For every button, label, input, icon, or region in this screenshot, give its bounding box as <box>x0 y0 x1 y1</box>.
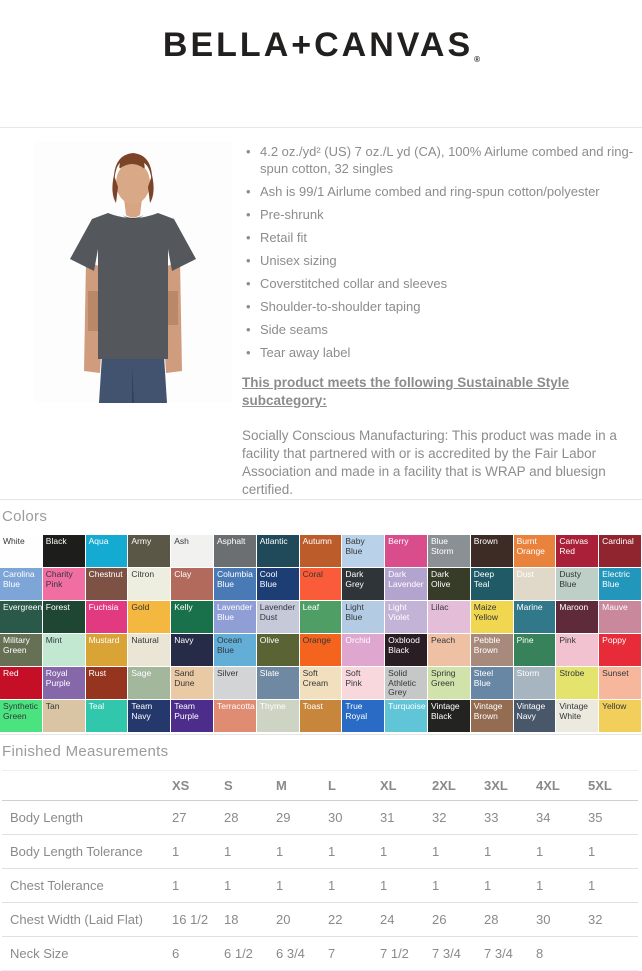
measurement-value: 26 <box>430 903 482 937</box>
measurement-row-label: Body Length <box>2 801 170 835</box>
color-swatch-label: Red <box>3 668 19 678</box>
color-swatch-label: Teal <box>88 701 105 711</box>
color-swatch <box>556 634 598 666</box>
header <box>0 0 642 128</box>
color-swatch-label: Coral <box>302 569 323 579</box>
color-swatch <box>257 568 299 600</box>
measurement-value: 18 <box>222 903 274 937</box>
color-swatch <box>43 667 85 699</box>
product-overview-section <box>0 128 642 499</box>
color-swatch <box>214 535 256 567</box>
color-swatch <box>471 700 513 732</box>
color-grid <box>0 535 642 732</box>
color-swatch <box>86 601 128 633</box>
color-swatch <box>428 700 470 732</box>
measurements-section-title: Finished Measurements <box>2 743 169 760</box>
color-swatch <box>342 634 384 666</box>
color-swatch <box>257 700 299 732</box>
measurement-row-label: Chest Width (Laid Flat) <box>2 903 170 937</box>
measurement-row <box>2 937 638 971</box>
measurement-value: 6 3/4 <box>274 937 326 971</box>
measurement-value: 16 1/2 <box>170 903 222 937</box>
color-swatch-label: Turquoise <box>388 701 426 711</box>
measurement-value: 1 <box>222 869 274 903</box>
color-swatch-label: Royal Purple <box>45 668 71 688</box>
color-swatch-label: Electric Blue <box>602 569 631 589</box>
measurement-value: 7 3/4 <box>482 937 534 971</box>
color-swatch <box>86 667 128 699</box>
color-swatch <box>86 634 128 666</box>
color-swatch-label: Aqua <box>88 536 109 546</box>
product-bullet: • 4.2 oz./yd² (US) 7 oz./L yd (CA), 100% Airlume combed and ring-spun cotton, 32 singles <box>242 143 640 177</box>
color-swatch-label: Clay <box>174 569 192 579</box>
measurement-value: 8 <box>534 937 586 971</box>
color-swatch <box>300 700 342 732</box>
measurement-value: 31 <box>378 801 430 835</box>
color-swatch <box>171 700 213 732</box>
color-swatch-label: Mint <box>45 635 62 645</box>
product-photo <box>34 141 232 403</box>
measurement-value: 7 3/4 <box>430 937 482 971</box>
measurement-value: 32 <box>586 903 638 937</box>
measurement-value: 1 <box>274 835 326 869</box>
measurement-value: 28 <box>482 903 534 937</box>
color-swatch <box>556 601 598 633</box>
color-swatch <box>0 667 42 699</box>
color-swatch-label: Blue Storm <box>430 536 454 556</box>
color-swatch <box>385 700 427 732</box>
color-swatch-label: Maize Yellow <box>473 602 499 622</box>
measurement-value: 34 <box>534 801 586 835</box>
color-swatch-label: Synthetic Green <box>3 701 38 721</box>
colors-section-title: Colors <box>2 508 48 525</box>
color-swatch-label: Team Navy <box>131 701 153 721</box>
color-swatch <box>342 700 384 732</box>
color-swatch <box>171 535 213 567</box>
color-swatch <box>214 700 256 732</box>
registered-trademark-symbol: ® <box>474 55 481 64</box>
color-swatch <box>342 601 384 633</box>
color-swatch <box>556 535 598 567</box>
size-header: M <box>274 771 326 801</box>
measurement-value: 1 <box>274 869 326 903</box>
color-swatch-label: Asphalt <box>216 536 246 546</box>
measurement-value: 35 <box>586 801 638 835</box>
color-swatch-label: Burnt Orange <box>516 536 545 556</box>
color-swatch-label: Chestnut <box>88 569 123 579</box>
color-swatch <box>0 568 42 600</box>
color-swatch <box>471 535 513 567</box>
size-header: 3XL <box>482 771 534 801</box>
color-swatch <box>514 634 556 666</box>
color-swatch-label: Cool Blue <box>259 569 278 589</box>
colors-section <box>0 499 642 732</box>
measurement-value: 6 1/2 <box>222 937 274 971</box>
color-swatch <box>86 700 128 732</box>
measurement-value: 6 <box>170 937 222 971</box>
color-swatch <box>128 535 170 567</box>
color-swatch-label: Berry <box>388 536 409 546</box>
color-swatch <box>385 535 427 567</box>
color-swatch <box>257 634 299 666</box>
color-swatch <box>300 601 342 633</box>
color-swatch <box>428 568 470 600</box>
color-swatch-label: Mustard <box>88 635 120 645</box>
color-swatch-label: Navy <box>174 635 194 645</box>
color-swatch <box>214 601 256 633</box>
color-swatch-label: Natural <box>131 635 159 645</box>
color-swatch-label: Sunset <box>602 668 629 678</box>
color-swatch <box>300 634 342 666</box>
color-swatch <box>342 535 384 567</box>
color-swatch <box>342 568 384 600</box>
color-swatch-label: Vintage Brown <box>473 701 503 721</box>
color-swatch-label: True Royal <box>345 701 368 721</box>
color-swatch-label: Vintage Black <box>430 701 460 721</box>
color-swatch-label: Terracotta <box>216 701 255 711</box>
color-swatch-label: Black <box>45 536 67 546</box>
color-swatch-label: Pink <box>559 635 576 645</box>
color-swatch-label: Vintage Navy <box>516 701 546 721</box>
measurement-value: 1 <box>170 869 222 903</box>
measurement-value: 1 <box>430 835 482 869</box>
color-swatch-label: Dusty Blue <box>559 569 582 589</box>
measurement-value: 29 <box>274 801 326 835</box>
color-swatch <box>300 535 342 567</box>
size-header: 2XL <box>430 771 482 801</box>
color-swatch-label: Maroon <box>559 602 589 612</box>
product-bullet: • Coverstitched collar and sleeves <box>242 275 640 292</box>
color-swatch-label: Spring Green <box>430 668 456 688</box>
color-swatch-label: Atlantic <box>259 536 288 546</box>
color-swatch-label: Vintage White <box>559 701 589 721</box>
color-swatch <box>556 667 598 699</box>
measurement-value: 1 <box>326 835 378 869</box>
product-bullet: • Side seams <box>242 321 640 338</box>
color-swatch <box>0 700 42 732</box>
color-swatch-label: Sand Dune <box>174 668 195 688</box>
product-bullet-list <box>242 143 640 361</box>
color-swatch <box>171 568 213 600</box>
sustainable-style-heading: This product meets the following Sustainable Style subcategory: <box>242 375 570 408</box>
size-header: XL <box>378 771 430 801</box>
color-swatch <box>385 634 427 666</box>
color-swatch-label: Leaf <box>302 602 320 612</box>
color-swatch-label: Marine <box>516 602 543 612</box>
product-details <box>242 141 640 499</box>
measurement-value: 1 <box>378 869 430 903</box>
color-swatch <box>214 568 256 600</box>
product-bullet: • Shoulder-to-shoulder taping <box>242 298 640 315</box>
color-swatch-label: Baby Blue <box>345 536 365 556</box>
color-swatch <box>599 700 641 732</box>
measurement-value: 1 <box>170 835 222 869</box>
color-swatch <box>385 568 427 600</box>
measurement-value: 22 <box>326 903 378 937</box>
color-swatch <box>128 634 170 666</box>
color-swatch-label: Olive <box>259 635 280 645</box>
color-swatch-label: Peach <box>430 635 456 645</box>
color-swatch <box>128 700 170 732</box>
color-swatch <box>428 667 470 699</box>
color-swatch-label: Dark Grey <box>345 569 364 589</box>
color-swatch <box>599 634 641 666</box>
color-swatch-label: Steel Blue <box>473 668 494 688</box>
color-swatch <box>556 568 598 600</box>
color-swatch <box>471 634 513 666</box>
color-swatch <box>514 601 556 633</box>
measurement-value: 1 <box>586 869 638 903</box>
measurement-value: 1 <box>586 835 638 869</box>
product-bullet: • Tear away label <box>242 344 640 361</box>
color-swatch-label: Light Violet <box>388 602 410 622</box>
color-swatch-label: Orange <box>302 635 331 645</box>
color-swatch-label: Toast <box>302 701 323 711</box>
finished-measurements-section <box>0 734 642 971</box>
measurement-row <box>2 903 638 937</box>
color-swatch-label: Ash <box>174 536 189 546</box>
measurement-value: 24 <box>378 903 430 937</box>
color-swatch <box>342 667 384 699</box>
color-swatch <box>514 700 556 732</box>
color-swatch-label: Army <box>131 536 152 546</box>
color-swatch <box>471 568 513 600</box>
color-swatch-label: Orchid <box>345 635 371 645</box>
measurement-value: 1 <box>326 869 378 903</box>
measurements-table-head <box>2 771 638 801</box>
measurement-value: 7 <box>326 937 378 971</box>
color-swatch-label: Rust <box>88 668 107 678</box>
color-swatch-label: Carolina Blue <box>3 569 35 589</box>
measurements-table <box>2 770 638 971</box>
color-swatch <box>514 568 556 600</box>
color-swatch-label: Sage <box>131 668 152 678</box>
color-swatch <box>257 667 299 699</box>
color-swatch-label: Strobe <box>559 668 585 678</box>
color-swatch <box>128 568 170 600</box>
size-header: XS <box>170 771 222 801</box>
color-swatch <box>86 535 128 567</box>
color-swatch-label: Charity Pink <box>45 569 73 589</box>
color-swatch <box>128 601 170 633</box>
color-swatch <box>257 535 299 567</box>
color-swatch <box>86 568 128 600</box>
color-swatch-label: Lilac <box>430 602 449 612</box>
color-swatch-label: Ocean Blue <box>216 635 243 655</box>
size-header-empty <box>2 771 170 801</box>
size-header: S <box>222 771 274 801</box>
measurement-value: 27 <box>170 801 222 835</box>
measurement-value: 1 <box>482 835 534 869</box>
color-swatch-label: Soft Pink <box>345 668 362 688</box>
color-swatch <box>300 667 342 699</box>
size-header: L <box>326 771 378 801</box>
measurement-value: 1 <box>378 835 430 869</box>
color-swatch <box>171 634 213 666</box>
measurement-row-label: Body Length Tolerance <box>2 835 170 869</box>
color-swatch-label: Pine <box>516 635 534 645</box>
measurement-value <box>586 937 638 971</box>
color-swatch-label: Dark Lavender <box>388 569 424 589</box>
measurement-row-label: Chest Tolerance <box>2 869 170 903</box>
size-header: 5XL <box>586 771 638 801</box>
color-swatch <box>599 535 641 567</box>
color-swatch-label: Gold <box>131 602 150 612</box>
color-swatch <box>43 568 85 600</box>
product-bullet: • Retail fit <box>242 229 640 246</box>
color-swatch <box>43 601 85 633</box>
size-header: 4XL <box>534 771 586 801</box>
color-swatch <box>385 667 427 699</box>
color-swatch-label: Cardinal <box>602 536 634 546</box>
color-swatch <box>471 601 513 633</box>
measurement-value: 20 <box>274 903 326 937</box>
measurement-row-label: Neck Size <box>2 937 170 971</box>
color-swatch-label: Tan <box>45 701 60 711</box>
color-swatch <box>0 601 42 633</box>
color-swatch-label: Dust <box>516 569 535 579</box>
brand-logo-text: BELLA+CANVAS <box>162 26 474 64</box>
measurement-value: 28 <box>222 801 274 835</box>
color-swatch-label: Poppy <box>602 635 627 645</box>
measurement-value: 32 <box>430 801 482 835</box>
color-swatch <box>43 700 85 732</box>
color-swatch <box>599 667 641 699</box>
color-swatch-label: Slate <box>259 668 280 678</box>
color-swatch <box>43 535 85 567</box>
measurement-value: 30 <box>534 903 586 937</box>
measurement-value: 1 <box>482 869 534 903</box>
color-swatch <box>514 535 556 567</box>
color-swatch-label: Fuchsia <box>88 602 119 612</box>
color-swatch-label: Thyme <box>259 701 286 711</box>
color-swatch <box>428 535 470 567</box>
color-swatch-label: Evergreen <box>3 602 43 612</box>
color-swatch <box>599 568 641 600</box>
color-swatch-label: Oxblood Black <box>388 635 420 655</box>
measurement-value: 1 <box>430 869 482 903</box>
color-swatch-label: Dark Olive <box>430 569 451 589</box>
color-swatch-label: Deep Teal <box>473 569 495 589</box>
color-swatch-label: Lavender Dust <box>259 602 296 622</box>
color-swatch-label: Mauve <box>602 602 628 612</box>
color-swatch-label: Light Blue <box>345 602 364 622</box>
measurement-value: 7 1/2 <box>378 937 430 971</box>
brand-logo <box>163 26 479 127</box>
measurements-table-body <box>2 801 638 971</box>
color-swatch <box>385 601 427 633</box>
color-swatch <box>128 667 170 699</box>
color-swatch-label: Autumn <box>302 536 332 546</box>
color-swatch <box>171 667 213 699</box>
color-swatch-label: Columbia Blue <box>216 569 253 589</box>
measurement-value: 1 <box>534 835 586 869</box>
color-swatch-label: Forest <box>45 602 70 612</box>
color-swatch <box>556 700 598 732</box>
color-swatch-label: Storm <box>516 668 540 678</box>
measurement-value: 30 <box>326 801 378 835</box>
color-swatch-label: Soft Cream <box>302 668 329 688</box>
measurement-value: 1 <box>534 869 586 903</box>
color-swatch <box>428 634 470 666</box>
measurement-row <box>2 801 638 835</box>
color-swatch <box>257 601 299 633</box>
measurement-value: 1 <box>222 835 274 869</box>
product-bullet: • Unisex sizing <box>242 252 640 269</box>
color-swatch-label: White <box>3 536 25 546</box>
color-swatch-label: Team Purple <box>174 701 199 721</box>
color-swatch <box>0 634 42 666</box>
product-bullet: • Ash is 99/1 Airlume combed and ring-spun cotton/polyester <box>242 183 640 200</box>
color-swatch-label: Canvas Red <box>559 536 589 556</box>
color-swatch-label: Yellow <box>602 701 627 711</box>
color-swatch <box>0 535 42 567</box>
color-swatch-label: Brown <box>473 536 498 546</box>
product-bullet: • Pre-shrunk <box>242 206 640 223</box>
measurement-row <box>2 869 638 903</box>
color-swatch <box>599 601 641 633</box>
color-swatch <box>428 601 470 633</box>
color-swatch <box>214 634 256 666</box>
color-swatch <box>514 667 556 699</box>
color-swatch <box>43 634 85 666</box>
color-swatch-label: Lavender Blue <box>216 602 253 622</box>
measurement-value: 33 <box>482 801 534 835</box>
color-swatch-label: Silver <box>216 668 239 678</box>
model-photo-illustration <box>34 141 232 403</box>
sustainable-style-description: Socially Conscious Manufacturing: This product was made in a facility that partnered with or is accredited by the Fair Labor Association and made in a facility that is WRAP and bluesign certified. <box>242 428 617 497</box>
color-swatch-label: Military Green <box>3 635 30 655</box>
measurement-row <box>2 835 638 869</box>
color-swatch-label: Citron <box>131 569 155 579</box>
color-swatch-label: Kelly <box>174 602 193 612</box>
color-swatch <box>214 667 256 699</box>
color-swatch <box>300 568 342 600</box>
color-swatch <box>471 667 513 699</box>
color-swatch-label: Solid Athletic Grey <box>388 668 417 697</box>
color-swatch <box>171 601 213 633</box>
color-swatch-label: Pebble Brown <box>473 635 501 655</box>
